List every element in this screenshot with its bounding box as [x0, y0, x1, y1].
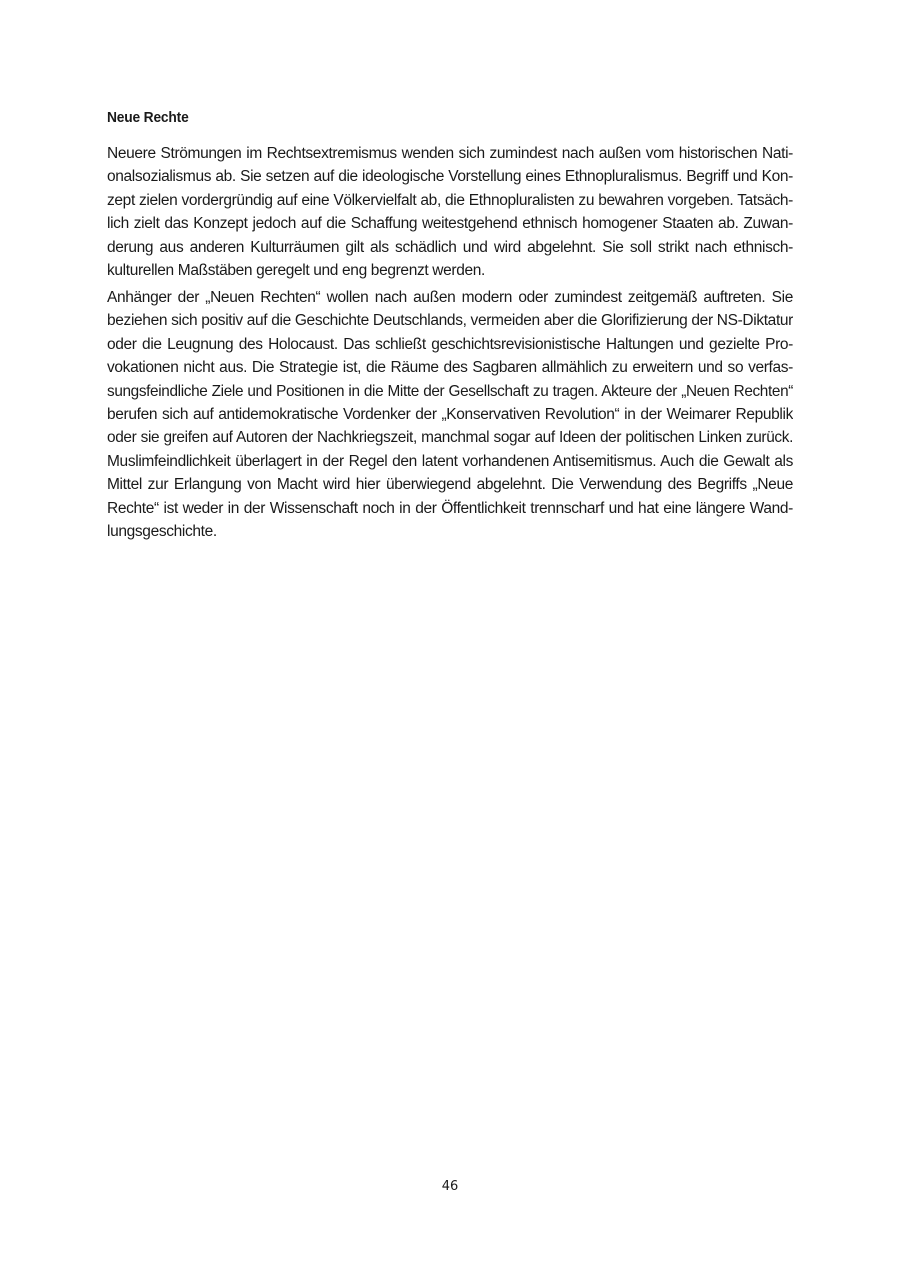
text-line: lungsgeschichte. [107, 522, 217, 540]
paragraph-2 [107, 286, 793, 543]
text-line: vokationen nicht aus. Die Strategie ist, die Räume des Sagbaren allmählich zu erweitern und so verfas- [107, 359, 793, 377]
text-line: lich zielt das Konzept jedoch auf die Schaffung weitestgehend ethnisch homogener Staaten ab. Zuwan- [107, 215, 793, 233]
text-line: berufen sich auf antidemokratische Vordenker der „Konservativen Revolution“ in der Weimarer Republik [107, 405, 793, 423]
section-heading: Neue Rechte [107, 109, 189, 126]
text-line: Mittel zur Erlangung von Macht wird hier überwiegend abgelehnt. Die Verwendung des Begriffs „Neue [107, 476, 793, 494]
text-line: Muslimfeindlichkeit überlagert in der Regel den latent vorhandenen Antisemitismus. Auch die Gewalt als [107, 452, 793, 470]
page-number: 46 [441, 1179, 459, 1194]
text-line: Anhänger der „Neuen Rechten“ wollen nach außen modern oder zumindest zeitgemäß auftreten. Sie [107, 289, 793, 306]
text-line: onalsozialismus ab. Sie setzen auf die ideologische Vorstellung eines Ethnopluralismus. Begriff und Kon- [107, 168, 793, 186]
text-line: oder sie greifen auf Autoren der Nachkriegszeit, manchmal sogar auf Ideen der politischen Linken zurück. [107, 429, 793, 447]
text-line: zept zielen vordergründig auf eine Völkervielfalt ab, die Ethnopluralisten zu bewahren vorgeben. Tatsäch- [107, 191, 793, 209]
text-line: Neuere Strömungen im Rechtsextremismus wenden sich zumindest nach außen vom historischen Nati- [107, 145, 793, 162]
text-line: Rechte“ ist weder in der Wissenschaft noch in der Öffentlichkeit trennscharf und hat eine längere Wand- [107, 499, 793, 517]
text-line: sungsfeindliche Ziele und Positionen in die Mitte der Gesellschaft zu tragen. Akteure der „Neuen Rechten“ [107, 382, 793, 400]
text-line: beziehen sich positiv auf die Geschichte Deutschlands, vermeiden aber die Glorifizierung der NS-Diktatur [107, 312, 793, 330]
text-line: derung aus anderen Kulturräumen gilt als schädlich und wird abgelehnt. Sie soll strikt nach ethnisch- [107, 238, 793, 256]
text-line: oder die Leugnung des Holocaust. Das schließt geschichtsrevisionistische Haltungen und gezielte Pro- [107, 335, 793, 353]
paragraph-1 [107, 142, 793, 282]
text-line: kulturellen Maßstäben geregelt und eng begrenzt werden. [107, 261, 485, 279]
